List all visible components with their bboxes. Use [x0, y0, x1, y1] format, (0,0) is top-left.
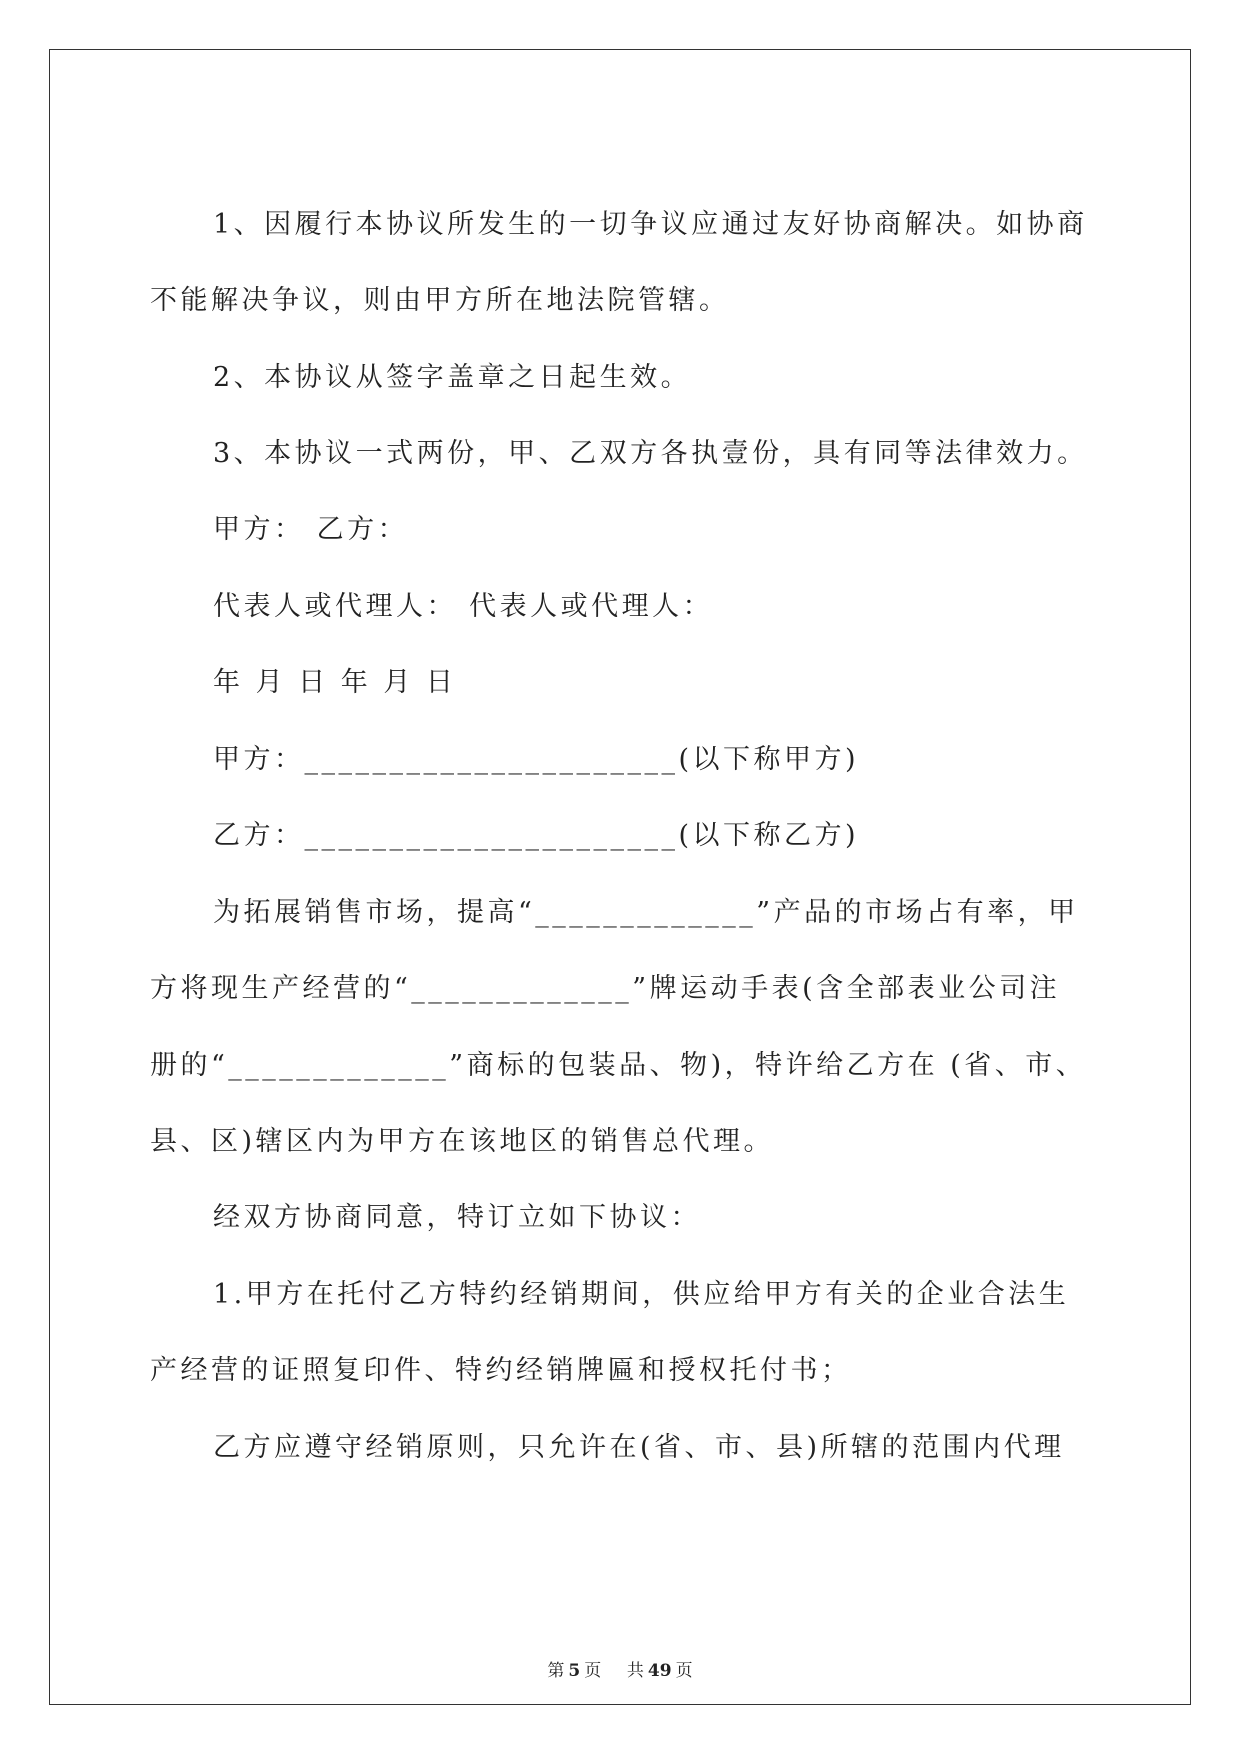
signature-representatives: 代表人或代理人： 代表人或代理人：: [213, 591, 714, 622]
clause-1-line-2: 不能解决争议，则由甲方所在地法院管辖。: [150, 285, 730, 316]
party-a-line: 甲方：______________________(以下称甲方): [213, 744, 860, 775]
article-1-line-2: 产经营的证照复印件、特约经销牌匾和授权托付书；: [150, 1355, 852, 1386]
document-page: [49, 49, 1191, 1705]
signature-parties: 甲方： 乙方：: [213, 514, 409, 545]
page-prefix: 第: [547, 1661, 565, 1681]
preamble-line-3: 册的“_____________”商标的包装品、物)，特许给乙方在 (省、市、: [150, 1050, 1087, 1081]
total-pages: 49: [647, 1661, 672, 1681]
page-footer: [50, 1656, 1190, 1681]
party-b-obligation-line: 乙方应遵守经销原则，只允许在(省、市、县)所辖的范围内代理: [213, 1432, 1065, 1463]
preamble-line-4: 县、区)辖区内为甲方在该地区的销售总代理。: [150, 1126, 775, 1157]
clause-2: 2、本协议从签字盖章之日起生效。: [213, 362, 692, 393]
page-number: 5: [568, 1661, 581, 1681]
preamble-line-2: 方将现生产经营的“_____________”牌运动手表(含全部表业公司注: [150, 973, 1061, 1004]
clause-1-line-1: 1、因履行本协议所发生的一切争议应通过友好协商解决。如协商: [213, 209, 1088, 240]
document-body: [50, 50, 1190, 1704]
clause-3: 3、本协议一式两份，甲、乙双方各执壹份，具有同等法律效力。: [213, 438, 1088, 469]
agreement-intro: 经双方协商同意，特订立如下协议：: [213, 1202, 701, 1233]
article-1-line-1: 1.甲方在托付乙方特约经销期间，供应给甲方有关的企业合法生: [213, 1279, 1070, 1310]
party-b-line: 乙方：______________________(以下称乙方): [213, 820, 860, 851]
total-suffix: 页: [675, 1661, 693, 1681]
signature-dates: 年 月 日 年 月 日: [213, 667, 457, 698]
page-suffix: 页: [584, 1661, 602, 1681]
preamble-line-1: 为拓展销售市场，提高“_____________”产品的市场占有率，甲: [213, 897, 1079, 928]
total-prefix: 共: [626, 1661, 644, 1681]
